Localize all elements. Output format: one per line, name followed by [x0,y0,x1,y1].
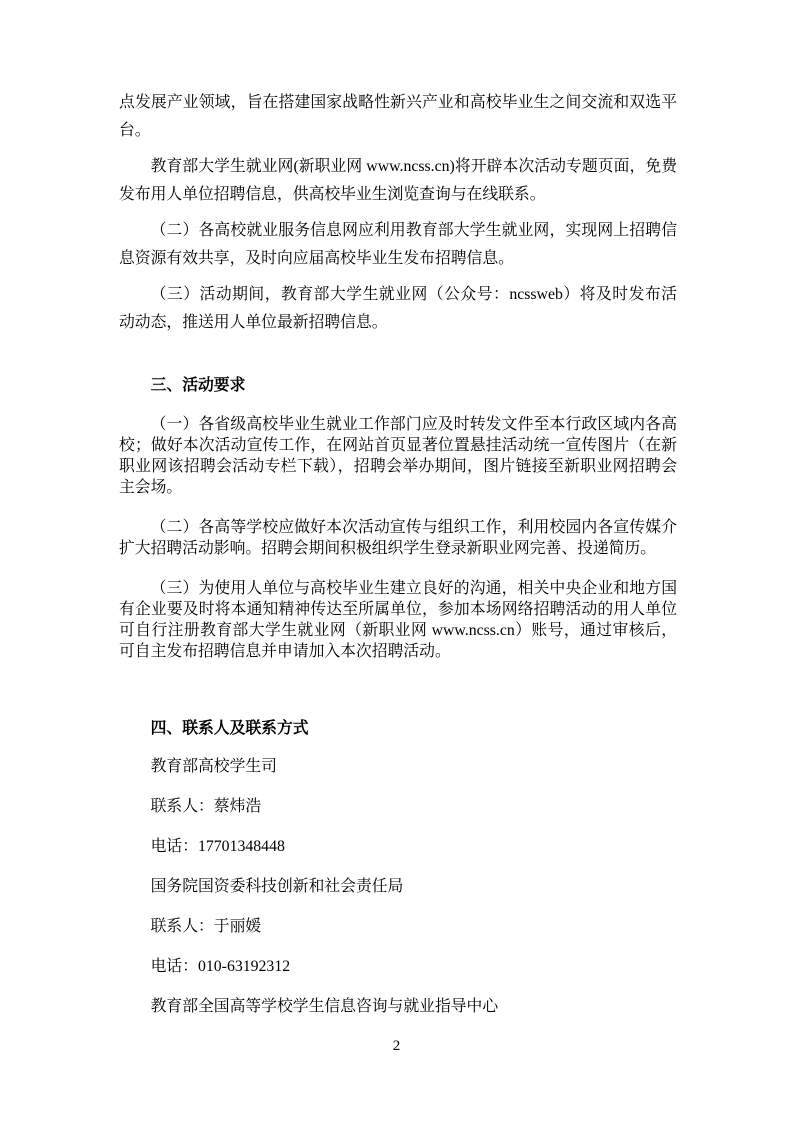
contact-org-2: 国务院国资委科技创新和社会责任局 [150,878,404,895]
document-content [119,89,677,1021]
intro-paragraph-item3: （三）活动期间，教育部大学生就业网（公众号：ncssweb）将及时发布活动动态，推送用人单位最新招聘信息。 [119,286,677,331]
contact-phone-2: 电话：010-63192312 [150,958,291,975]
intro-paragraph-continuation: 点发展产业领域，旨在搭建国家战略性新兴产业和高校毕业生之间交流和双选平台。 [119,94,677,139]
contact-person-1: 联系人：蔡炜浩 [150,798,262,815]
intro-paragraph-ncss: 教育部大学生就业网(新职业网 www.ncss.cn)将开辟本次活动专题页面，免费发布用人单位招聘信息，供高校毕业生浏览查询与在线联系。 [119,158,677,203]
contact-phone-1: 电话：17701348448 [150,838,285,855]
section-heading-requirements: 三、活动要求 [150,377,246,394]
page-number: 2 [392,1038,401,1054]
requirements-paragraph-1: （一）各省级高校毕业生就业工作部门应及时转发文件至本行政区域内各高校；做好本次活动宣传工作，在网站首页显著位置悬挂活动统一宣传图片（在新职业网该招聘会活动专栏下载），招聘会举办期间，图片链接至新职业网招聘会主会场。 [119,416,677,496]
intro-paragraph-item2: （二）各高校就业服务信息网应利用教育部大学生就业网，实现网上招聘信息资源有效共享，及时向应届高校毕业生发布招聘信息。 [119,222,677,267]
requirements-paragraph-3: （三）为使用人单位与高校毕业生建立良好的沟通，相关中央企业和地方国有企业要及时将本通知精神传达至所属单位，参加本场网络招聘活动的用人单位可自行注册教育部大学生就业网（新职业网 www.ncss.cn）账号，通过审核后，可自主发布招聘信息并申请加入本次招聘活动。 [119,580,677,660]
contact-person-2: 联系人：于丽媛 [150,918,262,935]
requirements-paragraph-2: （二）各高等学校应做好本次活动宣传与组织工作，利用校园内各宣传媒介扩大招聘活动影响。招聘会期间积极组织学生登录新职业网完善、投递简历。 [119,519,677,557]
contact-org-1: 教育部高校学生司 [150,758,277,775]
contact-org-3: 教育部全国高等学校学生信息咨询与就业指导中心 [150,998,499,1015]
section-heading-contacts: 四、联系人及联系方式 [150,720,309,737]
